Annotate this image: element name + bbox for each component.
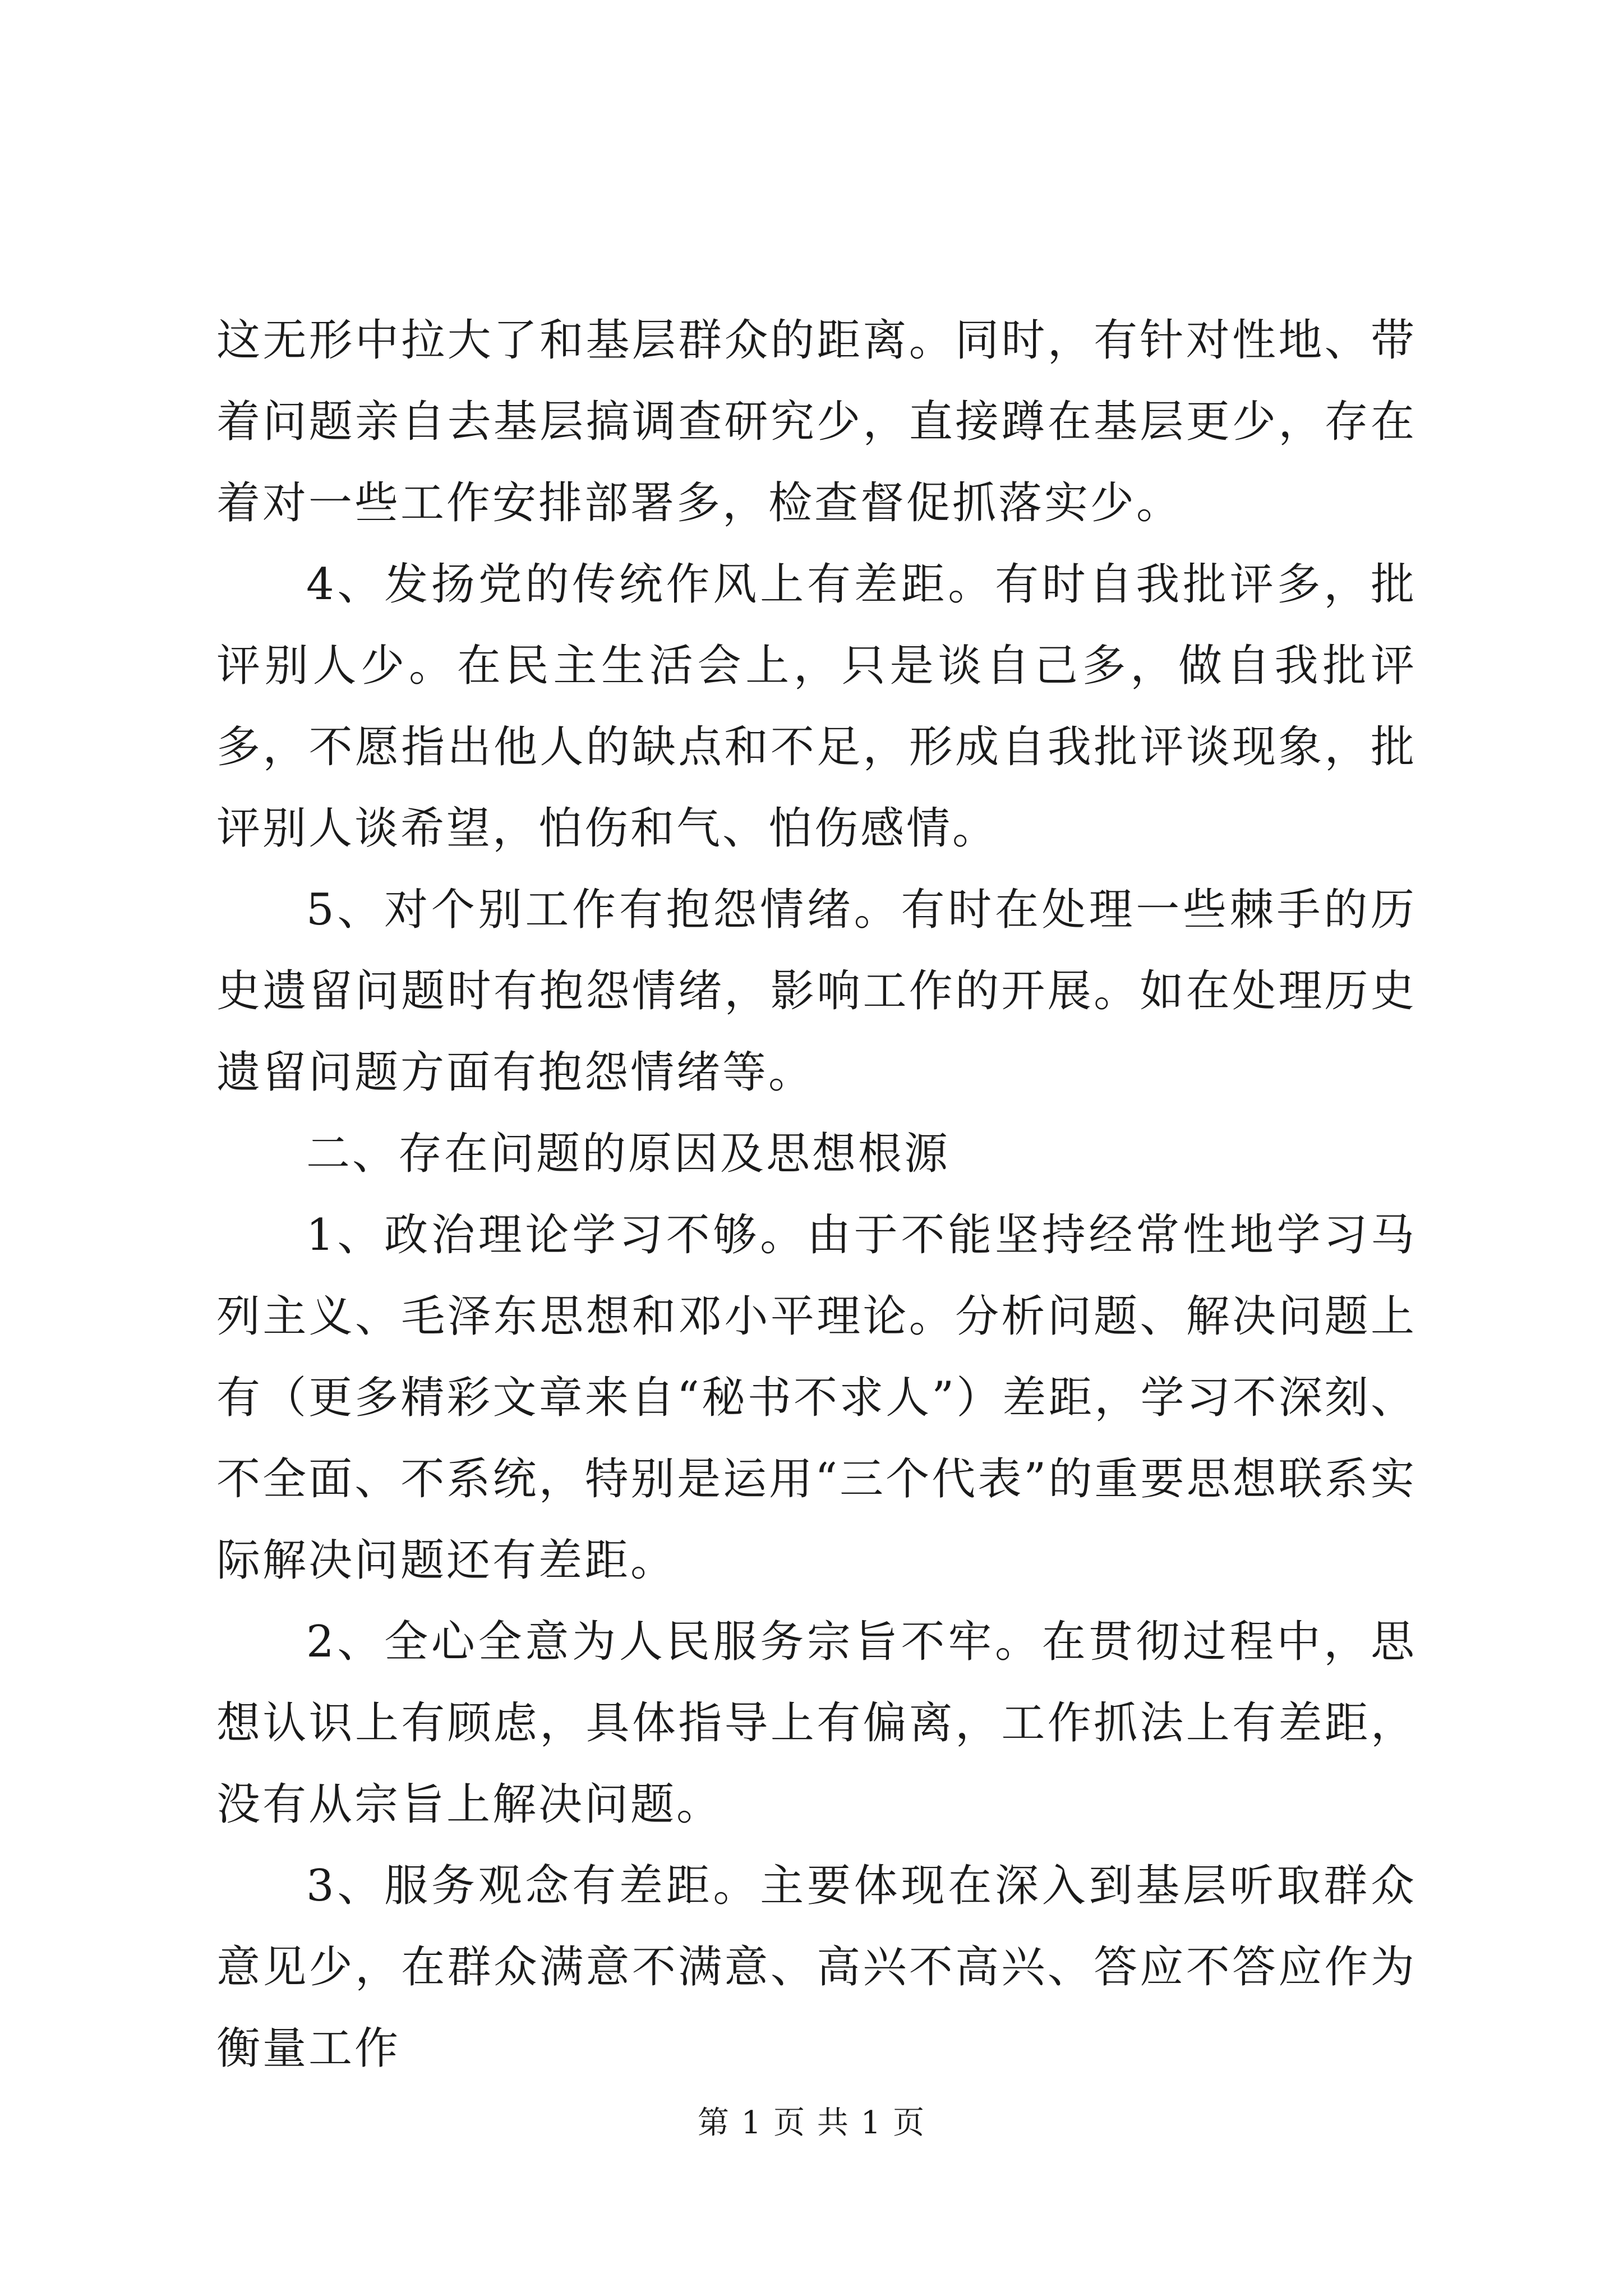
paragraph-2: 4、发扬党的传统作风上有差距。有时自我批评多，批评别人少。在民主生活会上，只是谈自己多，做自我批评多，不愿指出他人的缺点和不足，形成自我批评谈现象，批评别人谈希望，怕伤和气、怕伤感情。 [216, 559, 1417, 854]
paragraph-3: 5、对个别工作有抱怨情绪。有时在处理一些棘手的历史遗留问题时有抱怨情绪，影响工作的开展。如在处理历史遗留问题方面有抱怨情绪等。 [216, 885, 1417, 1098]
paragraph-1: 这无形中拉大了和基层群众的距离。同时，有针对性地、带着问题亲自去基层搞调查研究少，直接蹲在基层更少，存在着对一些工作安排部署多，检查督促抓落实少。 [216, 315, 1417, 528]
paragraph-6: 3、服务观念有差距。主要体现在深入到基层听取群众意见少，在群众满意不满意、高兴不高兴、答应不答应作为衡量工作 [216, 1861, 1417, 2074]
paragraph-5: 2、全心全意为人民服务宗旨不牢。在贯彻过程中，思想认识上有顾虑，具体指导上有偏离，工作抓法上有差距，没有从宗旨上解决问题。 [216, 1617, 1417, 1830]
paragraph-4: 1、政治理论学习不够。由于不能坚持经常性地学习马列主义、毛泽东思想和邓小平理论。分析问题、解决问题上有（更多精彩文章来自“秘书不求人”）差距，学习不深刻、不全面、不系统，特别是运用“三个代表”的重要思想联系实际解决问题还有差距。 [216, 1210, 1417, 1586]
section-heading: 二、存在问题的原因及思想根源 [306, 1129, 951, 1179]
document-body [216, 300, 1417, 2090]
page-footer: 第 1 页 共 1 页 [697, 2105, 926, 2141]
